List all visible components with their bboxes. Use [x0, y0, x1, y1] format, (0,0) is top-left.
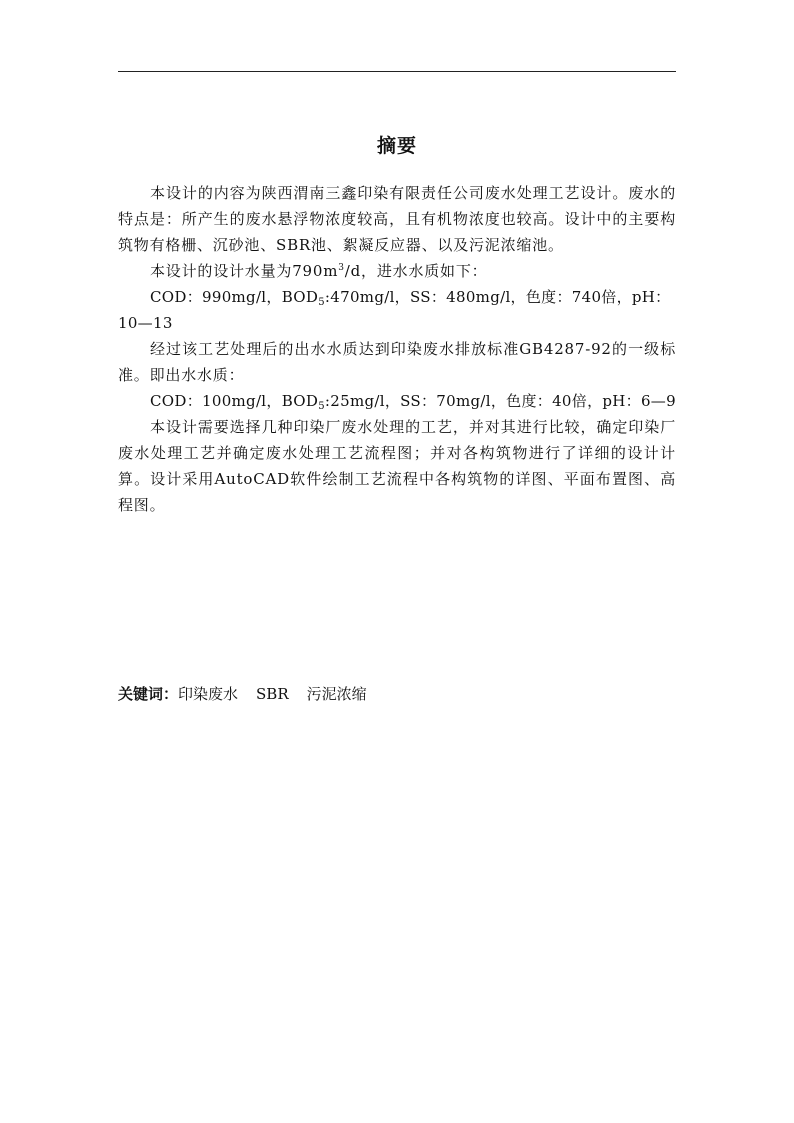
influent-quality — [118, 284, 676, 336]
keywords-label: 关键词： — [118, 685, 179, 703]
effluent-text-a: COD：100mg/l，BOD — [150, 392, 319, 410]
flow-text-end: /d，进水水质如下： — [344, 262, 488, 280]
influent-text-b: :470mg/l，SS：480mg/l，色度：740倍，pH：10—13 — [118, 288, 671, 332]
effluent-text-b: :25mg/l，SS：70mg/l，色度：40倍，pH：6—9 — [324, 392, 676, 410]
influent-subscript: 5 — [318, 297, 325, 308]
abstract-paragraph-intro: 本设计的内容为陕西渭南三鑫印染有限责任公司废水处理工艺设计。废水的特点是：所产生的废水悬浮物浓度较高，且有机物浓度也较高。设计中的主要构筑物有格栅、沉砂池、SBR池、絮凝反应器、以及污泥浓缩池。 — [118, 184, 676, 254]
keyword-item: 污泥浓缩 — [306, 685, 367, 703]
flow-text: 本设计的设计水量为790m — [150, 262, 339, 280]
flow-superscript: 3 — [338, 263, 345, 273]
header-rule — [118, 71, 676, 72]
abstract-paragraph-standard: 经过该工艺处理后的出水水质达到印染废水排放标准GB4287-92的一级标准。即出水水质： — [118, 340, 676, 384]
abstract-body — [118, 180, 676, 518]
effluent-subscript: 5 — [318, 401, 325, 412]
effluent-quality — [118, 388, 676, 414]
page-title: 摘要 — [376, 135, 417, 157]
influent-text-a: COD：990mg/l，BOD — [150, 288, 319, 306]
abstract-paragraph-flow — [118, 258, 676, 284]
keyword-item: SBR — [256, 685, 289, 703]
abstract-paragraph-method: 本设计需要选择几种印染厂废水处理的工艺，并对其进行比较，确定印染厂废水处理工艺并确定废水处理工艺流程图；并对各构筑物进行了详细的设计计算。设计采用AutoCAD软件绘制工艺流程中各构筑物的详图、平面布置图、高程图。 — [118, 418, 676, 514]
keywords-line — [118, 682, 676, 706]
keyword-item: 印染废水 — [178, 685, 239, 703]
